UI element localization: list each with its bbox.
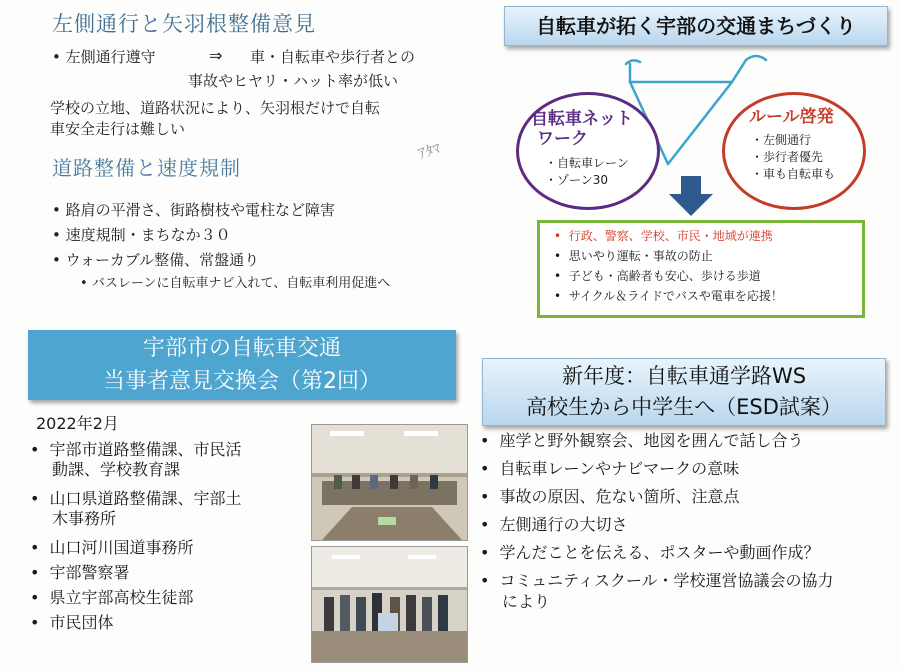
exchange-meeting-title-line2: 当事者意見交換会（第2回）	[103, 369, 381, 394]
rule-item: ・歩行者優先	[751, 150, 824, 164]
rule-item: ・車も自転車も	[751, 167, 836, 181]
left-traffic-bullet: • 左側通行遵守	[52, 48, 156, 66]
cycling-network-oval	[516, 92, 660, 210]
road-bullet: • 速度規制・まちなか３０	[52, 226, 231, 244]
participant-item: • 山口県道路整備課、宇部土 木事務所	[30, 489, 242, 528]
collaboration-item: • 行政、警察、学校、市民・地域が連携	[554, 229, 773, 243]
participant-item: • 県立宇部高校生徒部	[30, 588, 194, 607]
exchange-meeting-title-line1: 宇部市の自転車交通	[142, 336, 341, 361]
collaboration-box	[537, 220, 865, 318]
school-location-note-cont: 車安全走行は難しい	[50, 120, 186, 138]
section-subtitle-road: 道路整備と速度規制	[52, 156, 241, 180]
road-bullet: • ウォーカブル整備、常盤通り	[52, 251, 260, 269]
collaboration-item: • サイクル＆ライドでバスや電車を応援！	[554, 289, 783, 303]
road-sub-bullet: • バスレーンに自転車ナビ入れて、自転車利用促進へ	[80, 276, 391, 291]
road-bullet: • 路肩の平滑さ、街路樹枝や電柱など障害	[52, 201, 336, 219]
meeting-photo	[311, 424, 468, 541]
participant-item: • 山口河川国道事務所	[30, 538, 194, 557]
cycling-network-item: ・自転車レーン	[545, 156, 629, 170]
collaboration-item: • 思いやり運転・事故の防止	[554, 249, 713, 263]
ws-item: • 事故の原因、危ない箇所、注意点	[480, 487, 740, 506]
cycling-network-title: 自転車ネット	[531, 109, 633, 129]
school-location-note: 学校の立地、道路状況により、矢羽根だけで自転	[50, 99, 381, 117]
ws-item: • 左側通行の大切さ	[480, 515, 628, 534]
cycling-network-title-cont: ワーク	[537, 129, 588, 149]
participant-item: • 宇部警察署	[30, 563, 130, 582]
rule-awareness-oval	[722, 92, 866, 210]
cycling-network-item: ・ゾーン30	[545, 173, 609, 187]
section-title-exchange-meeting	[28, 330, 456, 400]
ws-title-line2: 高校生から中学生へ（ESD試案）	[526, 395, 842, 419]
section-title-bicycle-town: 自転車が拓く宇部の交通まちづくり	[504, 6, 888, 46]
left-traffic-result-cont: 事故やヒヤリ・ハット率が低い	[188, 72, 399, 90]
participant-item: • 市民団体	[30, 613, 114, 632]
group-photo	[311, 546, 468, 663]
ws-item: • コミュニティスクール・学校運営協議会の協力 により	[480, 571, 834, 611]
ws-item: • 座学と野外観察会、地図を囲んで話し合う	[480, 431, 804, 450]
collaboration-item: • 子ども・高齢者も安心、歩ける歩道	[554, 269, 761, 283]
section-title-left-traffic: 左側通行と矢羽根整備意見	[52, 12, 316, 36]
handwritten-note: ｱﾀﾏ	[415, 138, 443, 164]
meeting-date: 2022年2月	[36, 414, 119, 433]
participant-item: • 宇部市道路整備課、市民活 動課、学校教育課	[30, 440, 242, 479]
section-title-new-year-ws	[482, 358, 886, 426]
left-traffic-result: 車・自転車や歩行者との	[250, 48, 416, 66]
rule-awareness-title: ルール啓発	[749, 107, 834, 127]
rule-item: ・左側通行	[751, 133, 812, 147]
implication-arrow: ⇒	[209, 46, 223, 65]
ws-title-line1: 新年度：自転車通学路WS	[561, 364, 807, 388]
ws-item: • 自転車レーンやナビマークの意味	[480, 459, 740, 478]
ws-item: • 学んだことを伝える、ポスターや動画作成？	[480, 543, 820, 562]
down-arrow-icon	[669, 176, 713, 216]
